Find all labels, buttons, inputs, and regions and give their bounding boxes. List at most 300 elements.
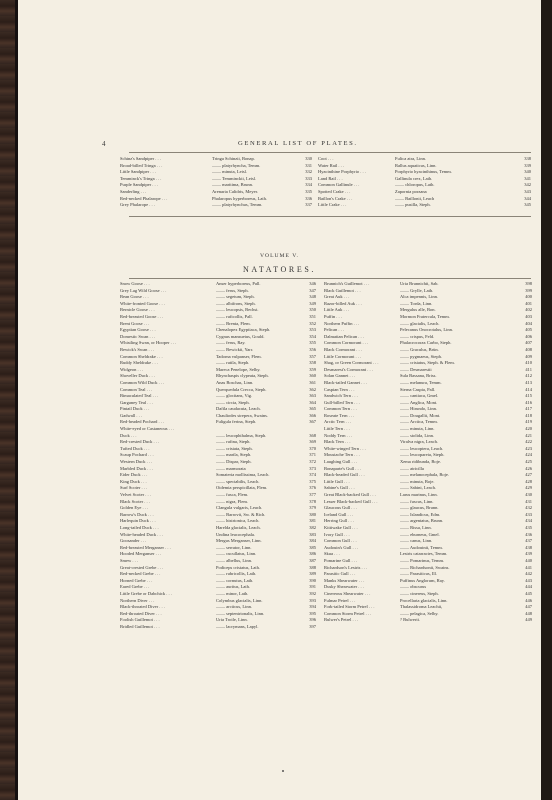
list-item: [216, 380, 316, 387]
plate-number: 416: [525, 399, 532, 405]
scientific-name: —— minor, Lath.: [216, 590, 249, 596]
list-item: [400, 551, 532, 558]
list-item: [324, 578, 400, 585]
list-item: [120, 439, 216, 446]
scientific-name: —— cornutus, Lath.: [216, 577, 254, 583]
list-item: [120, 624, 216, 631]
plate-number: 389: [309, 571, 316, 577]
list-item: [120, 169, 212, 176]
plate-number: 337: [305, 202, 312, 208]
list-item: [324, 459, 400, 466]
list-item: [120, 452, 216, 459]
common-name: Common Teal . . .: [120, 386, 153, 392]
scientific-name: —— segetum, Steph.: [216, 294, 255, 300]
list-item: [324, 380, 400, 387]
scientific-name: Phalaropus hyperboreus, Lath.: [212, 195, 267, 201]
top-common-names: [120, 156, 212, 209]
list-item: [324, 591, 400, 598]
list-item: [120, 479, 216, 486]
common-name: Horned Grebe . . .: [120, 577, 153, 583]
scientific-name: Fuligula ferina, Steph.: [216, 419, 257, 425]
scientific-name: —— glacialis, Leach.: [400, 320, 440, 326]
plate-number: 442: [525, 571, 532, 577]
list-item: [120, 525, 216, 532]
plate-number: 390: [309, 577, 316, 583]
common-name: Sanderling . . .: [120, 188, 147, 194]
list-item: [216, 558, 316, 565]
scientific-name: Larus marinus, Linn.: [400, 492, 438, 497]
scientific-name: Porphyrio hyacinthinus, Temm.: [395, 169, 452, 175]
list-item: [216, 354, 316, 361]
plate-number: 427: [525, 472, 532, 478]
scientific-name: —— minuta, Boje.: [400, 478, 435, 484]
scientific-name: Lestris catarractes, Temm.: [400, 551, 448, 557]
common-name: Fork-tailed Storm Petrel . . .: [324, 604, 375, 610]
list-item: [216, 584, 316, 591]
scientific-name: Fulica atra, Linn.: [395, 156, 426, 161]
scientific-name: —— pygmaeus, Steph.: [400, 353, 442, 359]
scientific-name: —— Hirundo, Linn.: [400, 406, 437, 412]
list-item: [120, 163, 212, 170]
list-item: [400, 426, 532, 433]
plate-number: 392: [309, 590, 316, 596]
list-item: [216, 617, 316, 624]
plate-number: 344: [524, 195, 531, 201]
common-name: Common Wild Duck . . .: [120, 379, 165, 385]
plate-number: 406: [525, 333, 532, 339]
list-item: [400, 558, 532, 565]
common-name: Red-necked Phalarope . . .: [120, 195, 168, 201]
list-item: [120, 518, 216, 525]
list-item: [216, 598, 316, 605]
list-item: [400, 347, 532, 354]
page-number: 4: [102, 140, 106, 148]
plate-number: 373: [309, 465, 316, 471]
common-name: Broad-billed Tringa . . .: [120, 162, 163, 168]
list-item: [120, 419, 216, 426]
list-item: [120, 604, 216, 611]
list-item: [216, 591, 316, 598]
scientific-name: Oidemia perspicillata, Flem.: [216, 485, 268, 491]
list-item: [324, 426, 400, 433]
common-name: Harlequin Duck . . .: [120, 518, 156, 524]
plate-number: 342: [524, 182, 531, 188]
common-name: Red-crested Duck . . .: [120, 439, 160, 445]
plate-number: 397: [309, 623, 316, 629]
scientific-name: —— platyrhyncha, Temm.: [212, 162, 261, 168]
scientific-name: Tadorna vulpanser, Flem.: [216, 353, 262, 359]
list-item: [120, 617, 216, 624]
scientific-name: —— septentrionalis, Linn.: [216, 610, 265, 616]
common-name: King Duck . . .: [120, 478, 147, 484]
common-name: Bimaculated Teal . . .: [120, 393, 159, 399]
list-item: [216, 545, 316, 552]
list-item: [216, 472, 316, 479]
scientific-name: —— Parasiticus, Ill.: [400, 571, 437, 577]
scientific-name: —— Dougallii, Mont.: [400, 412, 441, 418]
list-item: [324, 452, 400, 459]
list-item: [212, 189, 312, 196]
page-edge-shadow: [541, 0, 552, 800]
scientific-name: —— Torda, Linn.: [400, 300, 433, 306]
list-item: [400, 321, 532, 328]
list-item: [120, 611, 216, 618]
list-item: [216, 604, 316, 611]
plate-number: 394: [309, 604, 316, 610]
list-item: [324, 387, 400, 394]
scientific-name: Uria Brunnichii, Sab.: [400, 281, 439, 286]
common-name: Shoveller Duck . . .: [120, 373, 155, 379]
list-item: [216, 419, 316, 426]
scientific-name: Gallinula crex, Lath.: [395, 175, 433, 181]
list-item: [216, 518, 316, 525]
common-name: Kittiwake Gull . . .: [324, 524, 358, 530]
plate-number: 386: [309, 551, 316, 557]
plate-number: 351: [309, 313, 316, 319]
list-item: [395, 156, 531, 163]
plate-number: 448: [525, 610, 532, 616]
scientific-name: Anser hyperboreus, Pall.: [216, 281, 261, 286]
scientific-name: —— marila, Steph.: [216, 452, 252, 458]
common-name: Black Scoter . . .: [120, 498, 150, 504]
list-item: [216, 327, 316, 334]
list-item: [324, 611, 400, 618]
list-item: [216, 452, 316, 459]
common-name: Common Storm Petrel . . .: [324, 610, 372, 616]
scientific-name: —— glaucus, Brunn.: [400, 505, 439, 511]
list-item: [400, 393, 532, 400]
list-item: [120, 314, 216, 321]
scientific-name: Chenalopex Egyptiaca, Steph.: [216, 327, 271, 333]
section-title: NATATORES.: [243, 265, 316, 274]
common-name: Ivory Gull . . .: [324, 531, 350, 537]
list-item: [324, 532, 400, 539]
common-name: Little Sandpiper . . .: [120, 169, 156, 175]
common-name: Common Cormorant . . .: [324, 340, 369, 346]
scientific-name: Tringa Schinzii, Bonap.: [212, 156, 255, 161]
common-name: Tufted Duck . . .: [120, 445, 150, 451]
common-name: Audouin's Gull . . .: [324, 544, 359, 550]
plate-number: 391: [309, 584, 316, 590]
list-item: [120, 196, 212, 203]
plate-number: 364: [309, 399, 316, 405]
scientific-name: —— Temminckii, Leisl.: [212, 175, 257, 181]
list-item: [216, 340, 316, 347]
common-name: Whistling Swan, or Hooper . . .: [120, 340, 177, 346]
list-item: [216, 413, 316, 420]
list-item: [120, 373, 216, 380]
common-name: Northern Diver . . .: [120, 597, 155, 603]
list-item: [120, 156, 212, 163]
list-item: [324, 373, 400, 380]
list-item: [400, 281, 532, 288]
scientific-name: —— Sabini, Leach.: [400, 485, 436, 491]
list-item: [120, 591, 216, 598]
list-item: [120, 499, 216, 506]
common-name: Gadwall . . .: [120, 412, 142, 418]
scientific-name: [216, 426, 300, 433]
list-item: [120, 545, 216, 552]
plate-number: 335: [305, 188, 312, 194]
list-item: [400, 334, 532, 341]
common-name: Bean Goose . . .: [120, 294, 149, 300]
list-item: [395, 163, 531, 170]
scientific-name: —— Grylle, Lath.: [400, 287, 434, 293]
common-name: Hyacinthine Porphyrio . . .: [318, 169, 366, 175]
list-item: [324, 360, 400, 367]
scientific-name: —— Richardsonii, Swains.: [400, 564, 450, 570]
plate-number: 356: [309, 346, 316, 352]
common-name: Iceland Gull . . .: [324, 511, 354, 517]
list-item: [324, 565, 400, 572]
scientific-name: Harelda glacialis, Leach.: [216, 524, 261, 530]
list-item: [400, 314, 532, 321]
page-title: GENERAL LIST OF PLATES.: [238, 140, 358, 147]
list-item: [216, 551, 316, 558]
list-item: [400, 360, 532, 367]
plate-number: 404: [525, 320, 532, 326]
plate-number: 347: [309, 287, 316, 293]
plate-number: 352: [309, 320, 316, 326]
list-item: [216, 400, 316, 407]
list-item: [400, 466, 532, 473]
list-item: [324, 314, 400, 321]
list-item: [212, 169, 312, 176]
list-item: [216, 301, 316, 308]
list-item: [216, 373, 316, 380]
list-item: [120, 413, 216, 420]
scientific-name: —— Brenta, Flem.: [216, 320, 251, 326]
common-name: Foolish Guillemot . . .: [120, 617, 160, 623]
list-item: [120, 182, 212, 189]
list-item: [216, 479, 316, 486]
list-item: [324, 367, 400, 374]
list-item: [400, 327, 532, 334]
plate-number: 378: [309, 498, 316, 504]
plate-number: 402: [525, 307, 532, 313]
common-name: Gull-billed Tern . . .: [324, 399, 360, 405]
scientific-name: —— auritus, Lath.: [216, 584, 250, 590]
list-item: [120, 400, 216, 407]
list-item: [120, 492, 216, 499]
list-item: [400, 294, 532, 301]
common-name: Coot . . .: [318, 156, 334, 161]
plate-number: 423: [525, 445, 532, 451]
plate-number: 360: [309, 373, 316, 379]
common-name: Little Grebe or Dabchick . . .: [120, 590, 172, 596]
scientific-name: —— nigra, Flem.: [216, 498, 248, 504]
scientific-name: Pelecanus Onocrotalus, Linn.: [400, 327, 453, 333]
plate-number: 363: [309, 393, 316, 399]
list-item: [400, 413, 532, 420]
list-item: [400, 604, 532, 611]
common-name: Black-throated Diver . . .: [120, 604, 165, 610]
scientific-name: —— rubricollis, Lath.: [216, 571, 257, 577]
scientific-name: —— Rissa, Linn.: [400, 524, 432, 530]
plate-number: 385: [309, 544, 316, 550]
list-item: [216, 505, 316, 512]
common-name: Golden Eye . . .: [120, 505, 149, 511]
scientific-name: —— albifrons, Steph.: [216, 300, 256, 306]
scientific-name: —— rutila, Steph.: [216, 360, 250, 366]
scientific-name: —— crispus, Feld.: [400, 333, 435, 339]
list-item: [400, 518, 532, 525]
common-name: Red-breasted Merganser . . .: [120, 544, 171, 550]
list-item: [324, 433, 400, 440]
common-name: Parasitic Gull . . .: [324, 571, 356, 577]
plate-number: 435: [525, 524, 532, 530]
plate-number: 399: [525, 287, 532, 293]
common-name: Shag, or Green Cormorant . . .: [324, 360, 379, 366]
common-name: Great Black-backed Gull . . .: [324, 492, 376, 497]
list-item: [120, 176, 212, 183]
common-name: Desmarest's Cormorant . . .: [324, 366, 373, 372]
scientific-name: Clangula vulgaris, Leach.: [216, 505, 263, 511]
scientific-name: —— canus, Linn.: [400, 538, 433, 544]
common-name: Noddy Tern . . .: [324, 432, 353, 438]
plate-number: 431: [525, 498, 532, 504]
scientific-name: —— chloropus, Lath.: [395, 182, 435, 188]
list-item: [120, 334, 216, 341]
list-item: [324, 281, 400, 288]
plate-number: 371: [309, 452, 316, 458]
scientific-name: —— glocitans, Vig.: [216, 393, 253, 399]
common-name: Purple Sandpiper . . .: [120, 182, 158, 188]
list-item: [400, 512, 532, 519]
plate-number: 338: [524, 156, 531, 161]
common-name: Bewick's Swan . . .: [120, 346, 155, 352]
plate-number: 410: [525, 360, 532, 366]
common-name: Garganey Teal . . .: [120, 399, 153, 405]
scientific-name: Sula Bassana, Briss.: [400, 373, 437, 379]
scientific-name: —— circia, Steph.: [216, 399, 250, 405]
common-name: Domestic Swan . . .: [120, 333, 156, 339]
list-item: [120, 202, 212, 209]
list-item: [216, 347, 316, 354]
plate-number: 408: [525, 346, 532, 352]
list-item: [216, 314, 316, 321]
common-name: Glaucous Gull . . .: [324, 505, 357, 511]
page-mark: [282, 770, 284, 772]
scientific-name: —— stolida, Linn.: [400, 432, 434, 438]
plate-number: 339: [524, 162, 531, 168]
common-name: Black Guillemot . . .: [324, 287, 361, 293]
scientific-name: —— Anglica, Mont.: [400, 399, 438, 405]
scientific-name: Mareca Penelope, Selby.: [216, 366, 261, 372]
list-item: [400, 301, 532, 308]
common-name: Bridled Guillemot . . .: [120, 623, 160, 629]
common-name: Black Cormorant . . .: [324, 346, 362, 352]
list-item: [120, 433, 216, 440]
common-name: Bonaparte's Gull . . .: [324, 465, 361, 471]
common-name: Skua . . .: [324, 551, 340, 557]
plate-number: 361: [309, 379, 316, 385]
plate-number: 439: [525, 551, 532, 557]
common-name: Black-headed Gull . . .: [324, 472, 365, 478]
list-item: [324, 466, 400, 473]
list-item: [324, 604, 400, 611]
common-name: Red-necked Grebe . . .: [120, 571, 161, 577]
list-item: [120, 380, 216, 387]
common-name: Common Sheldrake . . .: [120, 353, 163, 359]
plate-number: 382: [309, 524, 316, 530]
list-item: [216, 360, 316, 367]
plate-number: 366: [309, 412, 316, 418]
list-item: [216, 321, 316, 328]
scientific-name: —— Desmarestii: [400, 366, 432, 372]
plate-number: 348: [309, 294, 316, 300]
list-item: [120, 466, 216, 473]
plate-number: 383: [309, 531, 316, 537]
plate-number: 353: [309, 327, 316, 333]
list-item: [400, 354, 532, 361]
plate-number: 434: [525, 518, 532, 524]
plate-number: 354: [309, 333, 316, 339]
list-item: [395, 196, 531, 203]
natatores-common-col-1: [120, 281, 216, 630]
plate-number: 377: [309, 492, 316, 497]
common-name: Ruddy Sheldrake . . .: [120, 360, 158, 366]
list-item: [400, 617, 532, 624]
scientific-name: Thalassidroma Leachii,: [400, 604, 443, 610]
scientific-name: —— ferus, Ray.: [216, 340, 246, 346]
common-name: Land Rail . . .: [318, 175, 343, 181]
scientific-name: —— Bewickii, Yarr.: [216, 346, 254, 352]
list-item: [216, 485, 316, 492]
list-item: [216, 426, 316, 433]
list-item: [120, 340, 216, 347]
plate-number: 429: [525, 485, 532, 491]
list-item: [120, 551, 216, 558]
list-item: [216, 334, 316, 341]
scientific-name: —— fuscus, Linn.: [400, 498, 434, 504]
scientific-name: —— cucullatus, Linn.: [216, 551, 257, 557]
scientific-name: —— Graculus, Brün.: [400, 346, 439, 352]
scientific-name: —— spectabilis, Leach.: [216, 478, 260, 484]
common-name: Brunnich's Guillemot . . .: [324, 281, 370, 286]
list-item: [212, 202, 312, 209]
plate-number: 330: [305, 156, 312, 161]
common-name: Red-throated Diver . . .: [120, 610, 162, 616]
list-item: [120, 393, 216, 400]
list-item: [324, 505, 400, 512]
list-item: [216, 571, 316, 578]
list-item: [216, 459, 316, 466]
plate-number: 415: [525, 393, 532, 399]
list-item: [324, 413, 400, 420]
list-item: [400, 485, 532, 492]
scientific-name: —— minuta, Linn.: [400, 426, 435, 432]
list-item: [324, 419, 400, 426]
list-item: [324, 558, 400, 565]
scientific-name: —— lacrymans, Lapyl.: [216, 623, 259, 629]
common-name: Brent Goose . . .: [120, 320, 150, 326]
list-item: [216, 466, 316, 473]
common-name: Sabine's Gull . . .: [324, 485, 355, 491]
plate-number: 350: [309, 307, 316, 313]
list-item: [120, 321, 216, 328]
top-common-names-2: [318, 156, 398, 209]
scientific-name: Dafila caudacuta, Leach.: [216, 406, 261, 412]
common-name: Dusky Shearwater . . .: [324, 584, 364, 590]
list-item: [400, 584, 532, 591]
common-name: Caspian Tern . . .: [324, 386, 355, 392]
scientific-name: —— maritima, Brunn.: [212, 182, 253, 188]
list-item: [324, 518, 400, 525]
plate-number: 407: [525, 340, 532, 346]
common-name: Moustache Tern . . .: [324, 452, 360, 458]
scientific-name: Anas Boschas, Linn.: [216, 379, 254, 385]
